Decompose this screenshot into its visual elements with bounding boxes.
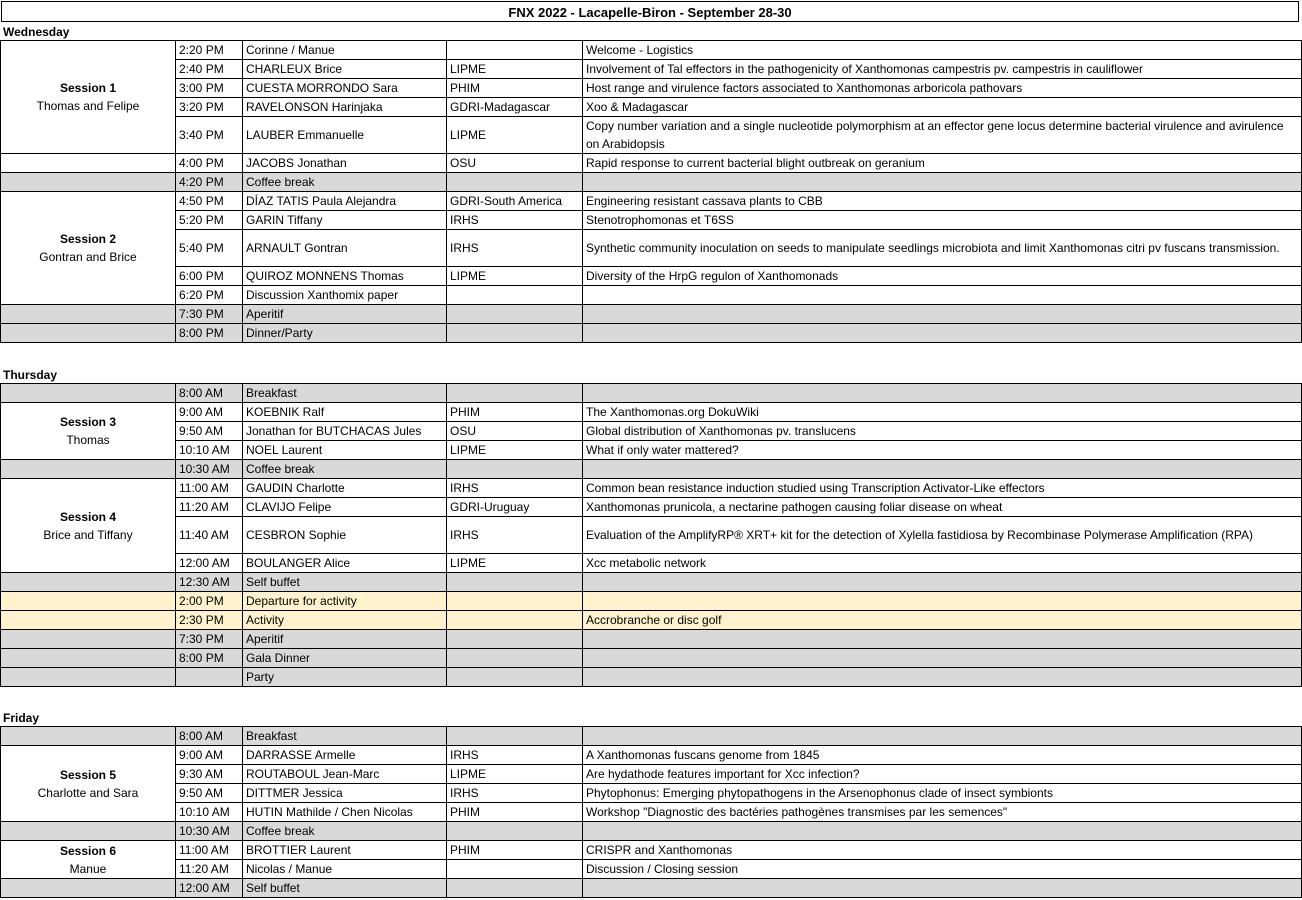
session-cell[interactable] — [1, 479, 176, 573]
organization-cell[interactable] — [447, 860, 583, 879]
schedule-row — [1, 98, 1302, 117]
time-cell[interactable]: 2:00 PM — [176, 592, 243, 611]
topic-cell[interactable]: Diversity of the HrpG regulon of Xanthomonads — [583, 267, 1302, 286]
schedule-row — [1, 422, 1302, 441]
session-chairs: Manue — [69, 861, 107, 876]
time-cell[interactable]: 8:00 PM — [176, 649, 243, 668]
schedule-row — [1, 441, 1302, 460]
speaker-cell[interactable]: KOEBNIK Ralf — [243, 403, 447, 422]
schedule-row — [1, 211, 1302, 230]
topic-cell[interactable] — [583, 630, 1302, 649]
session-cell-empty[interactable] — [1, 305, 176, 324]
speaker-cell[interactable]: DARRASSE Armelle — [243, 746, 447, 765]
time-cell[interactable]: 6:00 PM — [176, 267, 243, 286]
schedule-row — [1, 41, 1302, 60]
organization-cell[interactable]: IRHS — [447, 784, 583, 803]
topic-cell[interactable] — [583, 668, 1302, 687]
organization-cell[interactable] — [447, 286, 583, 305]
organization-cell[interactable] — [447, 324, 583, 343]
organization-cell[interactable] — [447, 460, 583, 479]
speaker-cell[interactable]: CUESTA MORRONDO Sara — [243, 79, 447, 98]
schedule-row — [1, 649, 1302, 668]
session-cell-empty[interactable] — [1, 879, 176, 898]
topic-cell[interactable]: CRISPR and Xanthomonas — [583, 841, 1302, 860]
topic-cell[interactable] — [583, 573, 1302, 592]
time-cell[interactable]: 3:00 PM — [176, 79, 243, 98]
time-cell[interactable]: 7:30 PM — [176, 305, 243, 324]
speaker-cell[interactable]: Discussion Xanthomix paper — [243, 286, 447, 305]
time-cell[interactable]: 8:00 AM — [176, 384, 243, 403]
topic-cell[interactable]: Welcome - Logistics — [583, 41, 1302, 60]
speaker-cell[interactable]: Self buffet — [243, 879, 447, 898]
organization-cell[interactable] — [447, 592, 583, 611]
speaker-cell[interactable]: Activity — [243, 611, 447, 630]
time-cell[interactable]: 4:20 PM — [176, 173, 243, 192]
speaker-cell[interactable]: Corinne / Manue — [243, 41, 447, 60]
organization-cell[interactable]: GDRI-Madagascar — [447, 98, 583, 117]
schedule-row — [1, 668, 1302, 687]
speaker-cell[interactable]: Coffee break — [243, 460, 447, 479]
time-cell[interactable]: 2:20 PM — [176, 41, 243, 60]
organization-cell[interactable]: PHIM — [447, 403, 583, 422]
speaker-cell[interactable]: HUTIN Mathilde / Chen Nicolas — [243, 803, 447, 822]
speaker-cell[interactable]: BOULANGER Alice — [243, 554, 447, 573]
topic-cell[interactable]: Rapid response to current bacterial blight outbreak on geranium — [583, 154, 1302, 173]
organization-cell[interactable] — [447, 573, 583, 592]
schedule-row — [1, 746, 1302, 765]
session-chairs: Thomas — [66, 433, 110, 447]
schedule-row — [1, 860, 1302, 879]
organization-cell[interactable]: OSU — [447, 154, 583, 173]
session-chairs: Charlotte and Sara — [37, 785, 139, 800]
organization-cell[interactable] — [447, 649, 583, 668]
speaker-cell[interactable]: Self buffet — [243, 573, 447, 592]
organization-cell[interactable] — [447, 630, 583, 649]
speaker-cell[interactable]: Breakfast — [243, 384, 447, 403]
time-cell[interactable]: 9:50 AM — [176, 422, 243, 441]
topic-cell[interactable] — [583, 305, 1302, 324]
organization-cell[interactable]: LIPME — [447, 765, 583, 784]
speaker-cell[interactable]: LAUBER Emmanuelle — [243, 117, 447, 154]
schedule-row — [1, 573, 1302, 592]
topic-cell[interactable]: Involvement of Tal effectors in the pathogenicity of Xanthomonas campestris pv. campestris in cauliflower — [583, 60, 1302, 79]
schedule-row — [1, 60, 1302, 79]
session-cell-empty[interactable] — [1, 324, 176, 343]
topic-cell[interactable] — [583, 649, 1302, 668]
time-cell[interactable] — [176, 668, 243, 687]
sheet-title[interactable]: FNX 2022 - Lacapelle-Biron - September 28-30 — [1, 1, 1299, 22]
time-cell[interactable]: 6:20 PM — [176, 286, 243, 305]
organization-cell[interactable]: IRHS — [447, 746, 583, 765]
session-name: Session 6 — [59, 843, 117, 858]
session-name: Session 3 — [59, 415, 117, 429]
time-cell[interactable]: 5:20 PM — [176, 211, 243, 230]
time-cell[interactable]: 12:00 AM — [176, 554, 243, 573]
session-cell[interactable] — [1, 746, 176, 822]
session-cell-empty[interactable] — [1, 460, 176, 479]
thursday-table — [0, 383, 1302, 687]
time-cell[interactable]: 10:30 AM — [176, 460, 243, 479]
time-cell[interactable]: 10:10 AM — [176, 441, 243, 460]
speaker-cell[interactable]: DÍAZ TATIS Paula Alejandra — [243, 192, 447, 211]
speaker-cell[interactable]: Aperitif — [243, 305, 447, 324]
speaker-cell[interactable]: Departure for activity — [243, 592, 447, 611]
speaker-cell[interactable]: Gala Dinner — [243, 649, 447, 668]
day-label-thursday[interactable]: Thursday — [3, 368, 58, 382]
time-cell[interactable]: 3:40 PM — [176, 117, 243, 154]
schedule-row — [1, 384, 1302, 403]
time-cell[interactable]: 11:00 AM — [176, 841, 243, 860]
schedule-row — [1, 630, 1302, 649]
schedule-row — [1, 79, 1302, 98]
organization-cell[interactable]: IRHS — [447, 230, 583, 267]
time-cell[interactable]: 2:40 PM — [176, 60, 243, 79]
session-name: Session 2 — [59, 232, 117, 246]
schedule-row — [1, 479, 1302, 498]
topic-cell[interactable]: Global distribution of Xanthomonas pv. translucens — [583, 422, 1302, 441]
session-cell[interactable] — [1, 841, 176, 879]
organization-cell[interactable]: GDRI-South America — [447, 192, 583, 211]
schedule-row — [1, 267, 1302, 286]
organization-cell[interactable] — [447, 879, 583, 898]
speaker-cell[interactable]: Coffee break — [243, 173, 447, 192]
speaker-cell[interactable]: CESBRON Sophie — [243, 517, 447, 554]
time-cell[interactable]: 9:00 AM — [176, 746, 243, 765]
speaker-cell[interactable]: Aperitif — [243, 630, 447, 649]
time-cell[interactable]: 4:00 PM — [176, 154, 243, 173]
organization-cell[interactable] — [447, 41, 583, 60]
speaker-cell[interactable]: NOEL Laurent — [243, 441, 447, 460]
topic-cell[interactable] — [583, 879, 1302, 898]
topic-cell[interactable]: Accrobranche or disc golf — [583, 611, 1302, 630]
speaker-cell[interactable]: GARIN Tiffany — [243, 211, 447, 230]
schedule-row — [1, 324, 1302, 343]
topic-cell[interactable] — [583, 822, 1302, 841]
speaker-cell[interactable]: Party — [243, 668, 447, 687]
speaker-cell[interactable]: JACOBS Jonathan — [243, 154, 447, 173]
session-cell-empty[interactable] — [1, 727, 176, 746]
schedule-row — [1, 727, 1302, 746]
organization-cell[interactable] — [447, 668, 583, 687]
schedule-row — [1, 592, 1302, 611]
speaker-cell[interactable]: BROTTIER Laurent — [243, 841, 447, 860]
session-name: Session 1 — [59, 81, 117, 95]
topic-cell[interactable] — [583, 592, 1302, 611]
topic-cell[interactable]: Copy number variation and a single nucleotide polymorphism at an effector gene locus determine bacterial virulence and avirulence on Arabidopsis — [583, 117, 1302, 154]
schedule-row — [1, 879, 1302, 898]
organization-cell[interactable]: IRHS — [447, 479, 583, 498]
organization-cell[interactable]: LIPME — [447, 554, 583, 573]
organization-cell[interactable]: GDRI-Uruguay — [447, 498, 583, 517]
schedule-row — [1, 154, 1302, 173]
speaker-cell[interactable]: QUIROZ MONNENS Thomas — [243, 267, 447, 286]
time-cell[interactable]: 8:00 AM — [176, 727, 243, 746]
wednesday-table — [0, 40, 1302, 343]
session-cell-empty[interactable] — [1, 592, 176, 611]
time-cell[interactable]: 11:00 AM — [176, 479, 243, 498]
topic-cell[interactable]: Xanthomonas prunicola, a nectarine pathogen causing foliar disease on wheat — [583, 498, 1302, 517]
organization-cell[interactable] — [447, 173, 583, 192]
session-name: Session 4 — [59, 509, 117, 524]
time-cell[interactable]: 11:20 AM — [176, 860, 243, 879]
schedule-row — [1, 173, 1302, 192]
speaker-cell[interactable]: GAUDIN Charlotte — [243, 479, 447, 498]
schedule-row — [1, 517, 1302, 554]
session-cell-empty[interactable] — [1, 822, 176, 841]
topic-cell[interactable] — [583, 324, 1302, 343]
speaker-cell[interactable]: CHARLEUX Brice — [243, 60, 447, 79]
schedule-row — [1, 230, 1302, 267]
schedule-row — [1, 286, 1302, 305]
session-cell-empty[interactable] — [1, 611, 176, 630]
topic-cell[interactable]: Discussion / Closing session — [583, 860, 1302, 879]
time-cell[interactable]: 2:30 PM — [176, 611, 243, 630]
friday-table — [0, 726, 1302, 898]
speaker-cell[interactable]: ROUTABOUL Jean-Marc — [243, 765, 447, 784]
topic-cell[interactable] — [583, 460, 1302, 479]
speaker-cell[interactable]: ARNAULT Gontran — [243, 230, 447, 267]
session-cell[interactable] — [1, 192, 176, 305]
organization-cell[interactable] — [447, 822, 583, 841]
topic-cell[interactable]: Xoo & Madagascar — [583, 98, 1302, 117]
speaker-cell[interactable]: CLAVIJO Felipe — [243, 498, 447, 517]
schedule-row — [1, 192, 1302, 211]
organization-cell[interactable] — [447, 727, 583, 746]
time-cell[interactable]: 11:20 AM — [176, 498, 243, 517]
schedule-row — [1, 460, 1302, 479]
topic-cell[interactable]: The Xanthomonas.org DokuWiki — [583, 403, 1302, 422]
schedule-row — [1, 841, 1302, 860]
session-chairs: Brice and Tiffany — [43, 527, 133, 542]
session-cell-empty[interactable] — [1, 649, 176, 668]
time-cell[interactable]: 7:30 PM — [176, 630, 243, 649]
day-label-friday[interactable]: Friday — [3, 711, 40, 725]
schedule-row — [1, 822, 1302, 841]
topic-cell[interactable]: Xcc metabolic network — [583, 554, 1302, 573]
organization-cell[interactable] — [447, 384, 583, 403]
topic-cell[interactable] — [583, 384, 1302, 403]
speaker-cell[interactable]: DITTMER Jessica — [243, 784, 447, 803]
time-cell[interactable]: 9:50 AM — [176, 784, 243, 803]
topic-cell[interactable]: Phytophonus: Emerging phytopathogens in the Arsenophonus clade of insect symbionts — [583, 784, 1302, 803]
time-cell[interactable]: 10:10 AM — [176, 803, 243, 822]
schedule-row — [1, 498, 1302, 517]
organization-cell[interactable]: LIPME — [447, 117, 583, 154]
session-cell-empty[interactable] — [1, 668, 176, 687]
organization-cell[interactable]: LIPME — [447, 267, 583, 286]
speaker-cell[interactable]: Breakfast — [243, 727, 447, 746]
topic-cell[interactable]: Engineering resistant cassava plants to CBB — [583, 192, 1302, 211]
organization-cell[interactable]: LIPME — [447, 60, 583, 79]
time-cell[interactable]: 9:30 AM — [176, 765, 243, 784]
speaker-cell[interactable]: RAVELONSON Harinjaka — [243, 98, 447, 117]
session-chairs: Thomas and Felipe — [36, 99, 140, 113]
speaker-cell[interactable]: Nicolas / Manue — [243, 860, 447, 879]
time-cell[interactable]: 12:00 AM — [176, 879, 243, 898]
topic-cell[interactable]: What if only water mattered? — [583, 441, 1302, 460]
session-cell-empty[interactable] — [1, 173, 176, 192]
time-cell[interactable]: 3:20 PM — [176, 98, 243, 117]
session-cell-empty[interactable] — [1, 630, 176, 649]
schedule-row — [1, 765, 1302, 784]
session-cell-empty[interactable] — [1, 384, 176, 403]
session-cell-empty[interactable] — [1, 154, 176, 173]
session-name: Session 5 — [59, 767, 117, 782]
topic-cell[interactable]: Workshop "Diagnostic des bactéries pathogènes transmises par les semences" — [583, 803, 1302, 822]
session-cell[interactable] — [1, 403, 176, 460]
topic-cell[interactable]: Synthetic community inoculation on seeds to manipulate seedlings microbiota and limit Xanthomonas citri pv fuscans transmission. — [583, 230, 1302, 267]
schedule-row — [1, 784, 1302, 803]
time-cell[interactable]: 12:30 AM — [176, 573, 243, 592]
speaker-cell[interactable]: Dinner/Party — [243, 324, 447, 343]
speaker-cell[interactable]: Coffee break — [243, 822, 447, 841]
organization-cell[interactable]: PHIM — [447, 803, 583, 822]
topic-cell[interactable] — [583, 286, 1302, 305]
session-cell-empty[interactable] — [1, 573, 176, 592]
topic-cell[interactable] — [583, 727, 1302, 746]
time-cell[interactable]: 11:40 AM — [176, 517, 243, 554]
organization-cell[interactable]: OSU — [447, 422, 583, 441]
topic-cell[interactable] — [583, 173, 1302, 192]
organization-cell[interactable]: PHIM — [447, 79, 583, 98]
schedule-row — [1, 117, 1302, 154]
topic-cell[interactable]: Evaluation of the AmplifyRP® XRT+ kit for the detection of Xylella fastidiosa by Recombinase Polymerase Amplification (RPA) — [583, 517, 1302, 554]
organization-cell[interactable]: IRHS — [447, 211, 583, 230]
topic-cell[interactable]: Stenotrophomonas et T6SS — [583, 211, 1302, 230]
organization-cell[interactable]: PHIM — [447, 841, 583, 860]
session-cell[interactable] — [1, 41, 176, 154]
organization-cell[interactable] — [447, 305, 583, 324]
session-chairs: Gontran and Brice — [39, 250, 137, 264]
time-cell[interactable]: 10:30 AM — [176, 822, 243, 841]
speaker-cell[interactable]: Jonathan for BUTCHACAS Jules — [243, 422, 447, 441]
time-cell[interactable]: 9:00 AM — [176, 403, 243, 422]
time-cell[interactable]: 8:00 PM — [176, 324, 243, 343]
organization-cell[interactable]: IRHS — [447, 517, 583, 554]
topic-cell[interactable]: Host range and virulence factors associated to Xanthomonas arboricola pathovars — [583, 79, 1302, 98]
organization-cell[interactable] — [447, 611, 583, 630]
topic-cell[interactable]: Are hydathode features important for Xcc infection? — [583, 765, 1302, 784]
schedule-row — [1, 403, 1302, 422]
schedule-row — [1, 803, 1302, 822]
topic-cell[interactable]: Common bean resistance induction studied using Transcription Activator-Like effectors — [583, 479, 1302, 498]
schedule-row — [1, 554, 1302, 573]
schedule-row — [1, 305, 1302, 324]
schedule-row — [1, 611, 1302, 630]
time-cell[interactable]: 4:50 PM — [176, 192, 243, 211]
day-label-wednesday[interactable]: Wednesday — [3, 25, 70, 39]
organization-cell[interactable]: LIPME — [447, 441, 583, 460]
topic-cell[interactable]: A Xanthomonas fuscans genome from 1845 — [583, 746, 1302, 765]
time-cell[interactable]: 5:40 PM — [176, 230, 243, 267]
